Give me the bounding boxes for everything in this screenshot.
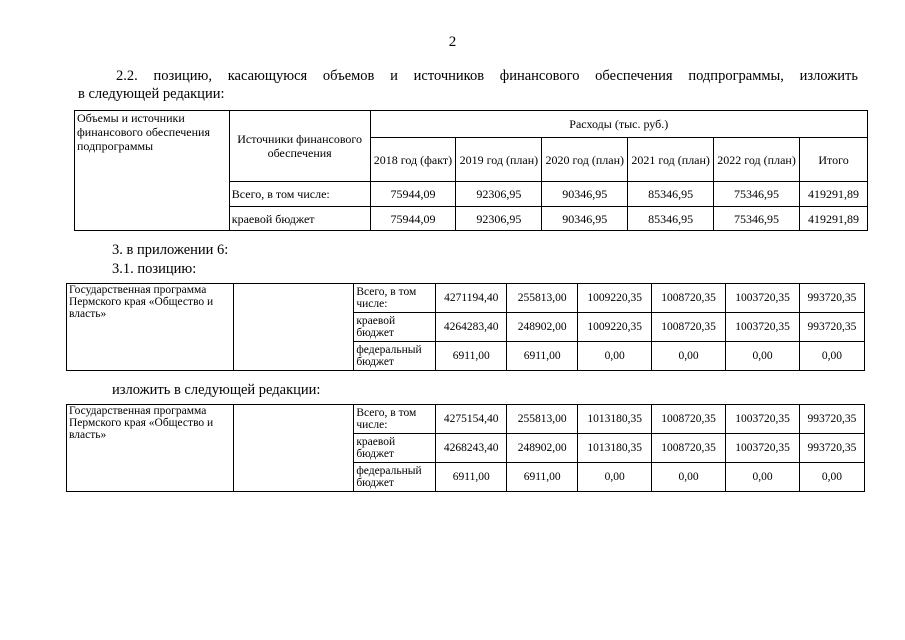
table-cell: 993720,35 — [799, 434, 864, 463]
table-cell: 0,00 — [578, 463, 652, 492]
table-cell: 90346,95 — [542, 182, 628, 207]
table-cell: 1008720,35 — [652, 434, 726, 463]
table-cell: 0,00 — [799, 342, 864, 371]
table-cell: 6911,00 — [507, 342, 578, 371]
table-cell: 90346,95 — [542, 207, 628, 231]
table-cell: 0,00 — [726, 342, 800, 371]
row-label: федеральный бюджет — [354, 463, 436, 492]
table-cell: 75944,09 — [370, 207, 456, 231]
funding-volume-header: Объемы и источники финансового обеспечения подпрограммы — [75, 111, 230, 231]
empty-cell — [233, 405, 354, 492]
table-cell: 993720,35 — [799, 284, 864, 313]
year-header: 2021 год (план) — [628, 138, 714, 182]
table-row — [67, 284, 865, 313]
replacement-intro: изложить в следующей редакции: — [112, 382, 321, 398]
table-cell: 92306,95 — [456, 207, 542, 231]
table-cell: 6911,00 — [436, 342, 507, 371]
row-label: Всего, в том числе: — [354, 284, 436, 313]
year-header: 2020 год (план) — [542, 138, 628, 182]
table-cell: 92306,95 — [456, 182, 542, 207]
table-cell: 4275154,40 — [436, 405, 507, 434]
table-cell: 75346,95 — [714, 207, 800, 231]
table-row — [67, 405, 865, 434]
row-label: Всего, в том числе: — [354, 405, 436, 434]
section-3-1-heading: 3.1. позицию: — [112, 261, 197, 277]
table-cell: 1003720,35 — [726, 405, 800, 434]
page-number: 2 — [448, 34, 457, 50]
program-name: Государственная программа Пермского края «Общество и власть» — [67, 284, 234, 371]
row-label: Всего, в том числе: — [229, 182, 370, 207]
table-cell: 1003720,35 — [726, 313, 800, 342]
program-table-current — [66, 283, 865, 371]
table-cell: 4264283,40 — [436, 313, 507, 342]
table-cell: 419291,89 — [800, 182, 868, 207]
row-label: краевой бюджет — [354, 313, 436, 342]
table-cell: 85346,95 — [628, 182, 714, 207]
table-cell: 4271194,40 — [436, 284, 507, 313]
table-cell: 85346,95 — [628, 207, 714, 231]
table-cell: 1013180,35 — [578, 434, 652, 463]
table-cell: 1003720,35 — [726, 434, 800, 463]
year-header: 2022 год (план) — [714, 138, 800, 182]
table-cell: 1009220,35 — [578, 284, 652, 313]
subprogram-funding-table — [74, 110, 868, 231]
table-cell: 248902,00 — [507, 313, 578, 342]
table-cell: 419291,89 — [800, 207, 868, 231]
table-cell: 0,00 — [799, 463, 864, 492]
table-cell: 255813,00 — [507, 405, 578, 434]
section-2-2-text-continued: в следующей редакции: — [78, 86, 225, 102]
table-cell: 0,00 — [726, 463, 800, 492]
year-header: 2019 год (план) — [456, 138, 542, 182]
table-cell: 1013180,35 — [578, 405, 652, 434]
row-label: краевой бюджет — [354, 434, 436, 463]
table-cell: 993720,35 — [799, 405, 864, 434]
table-cell: 0,00 — [652, 463, 726, 492]
table-cell: 248902,00 — [507, 434, 578, 463]
empty-cell — [233, 284, 354, 371]
table-cell: 993720,35 — [799, 313, 864, 342]
table-cell: 6911,00 — [507, 463, 578, 492]
row-label: краевой бюджет — [229, 207, 370, 231]
table-cell: 0,00 — [652, 342, 726, 371]
section-3-heading: 3. в приложении 6: — [112, 242, 229, 258]
section-2-2-text: 2.2. позицию, касающуюся объемов и источников финансового обеспечения подпрограммы, изложить — [116, 68, 858, 84]
program-table-new — [66, 404, 865, 492]
funding-sources-header: Источники финансового обеспечения — [229, 111, 370, 182]
table-cell: 1008720,35 — [652, 405, 726, 434]
table-cell: 6911,00 — [436, 463, 507, 492]
table-cell: 75944,09 — [370, 182, 456, 207]
table-cell: 1003720,35 — [726, 284, 800, 313]
total-header: Итого — [800, 138, 868, 182]
expenses-header: Расходы (тыс. руб.) — [370, 111, 867, 138]
table-cell: 1008720,35 — [652, 284, 726, 313]
table-cell: 75346,95 — [714, 182, 800, 207]
table-cell: 1009220,35 — [578, 313, 652, 342]
program-name: Государственная программа Пермского края «Общество и власть» — [67, 405, 234, 492]
table-cell: 255813,00 — [507, 284, 578, 313]
table-cell: 1008720,35 — [652, 313, 726, 342]
year-header: 2018 год (факт) — [370, 138, 456, 182]
row-label: федеральный бюджет — [354, 342, 436, 371]
table-cell: 0,00 — [578, 342, 652, 371]
table-cell: 4268243,40 — [436, 434, 507, 463]
